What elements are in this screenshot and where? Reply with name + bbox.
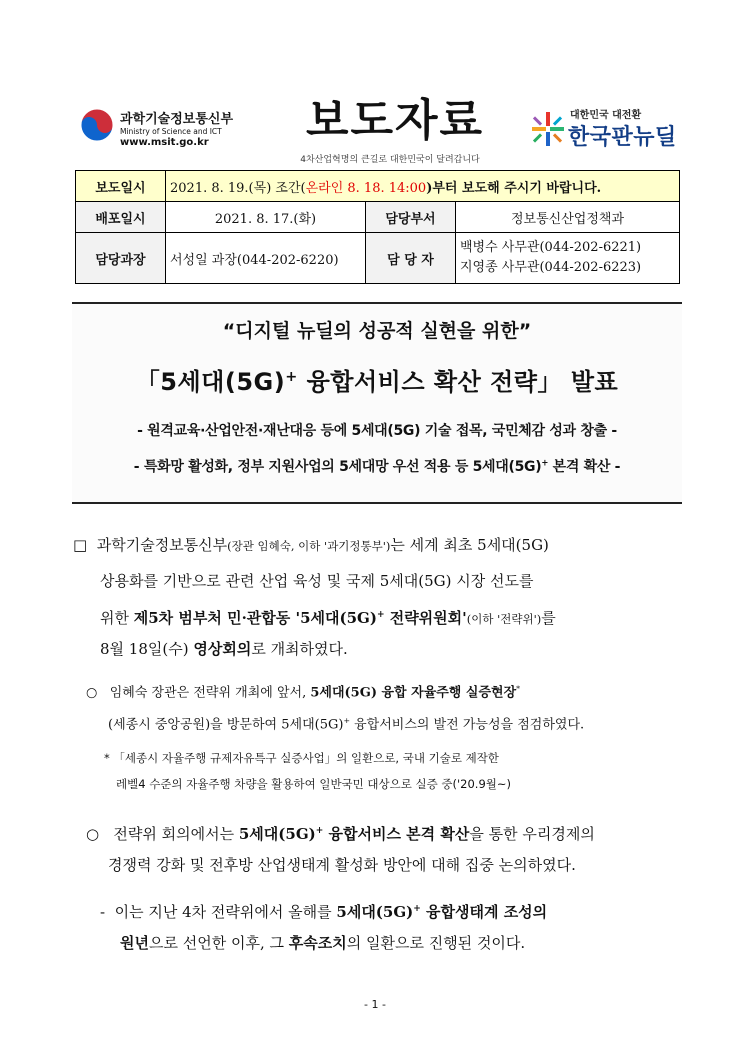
square-bullet: □ (73, 536, 88, 554)
p1-l3-sup: + (376, 610, 385, 620)
release-text: 2021. 8. 19.(목) 조간( (170, 180, 306, 196)
dept-label: 담당부서 (366, 202, 456, 233)
p1-l3-a: 위한 (100, 609, 134, 627)
table-row (76, 233, 680, 284)
p4-l1-c: 융합생태계 조성의 (420, 903, 548, 921)
distribution-value: 2021. 8. 17.(화) (166, 202, 366, 233)
paragraph-3-line-1 (86, 816, 595, 849)
table-row (76, 171, 680, 202)
p1-l3-d: (이하 '전략위') (466, 612, 542, 626)
paragraph-4-line-1 (100, 894, 547, 927)
taegeuk-emblem-icon (80, 108, 114, 142)
circle-bullet: ○ (86, 685, 98, 701)
p1-l3-b: 제5차 범부처 민·관합동 '5세대(5G) (133, 609, 377, 627)
staff-contact-1: 백병수 사무관(044-202-6221) (460, 240, 642, 255)
dash-bullet: - (100, 903, 106, 921)
headline-sub-2-a: - 특화망 활성화, 정부 지원사업의 5세대망 우선 적용 등 5세대(5G) (133, 459, 542, 475)
p4-l2-d: 의 일환으로 진행된 것이다. (346, 934, 526, 952)
paragraph-4-line-2 (120, 928, 525, 958)
p3-l1-d: 을 통한 우리경제의 (469, 825, 595, 843)
footnote-asterisk: * (104, 751, 110, 765)
p1-text: 과학기술정보통신부 (96, 536, 228, 554)
headline-sub-1: - 원격교육·산업안전·재난대응 등에 5세대(5G) 기술 접목, 국민체감 성과 창출 - (137, 423, 617, 439)
paragraph-1-line-4 (100, 634, 348, 664)
staff-value (456, 233, 680, 284)
footnote-line-1 (104, 746, 499, 770)
release-online-time: 온라인 8. 18. 14:00 (305, 180, 427, 196)
p1-l4-c: 로 개최하였다. (251, 640, 348, 658)
paragraph-2-line-1 (86, 676, 520, 706)
paragraph-2-line-2 (108, 708, 584, 738)
headline-main-b: 융합서비스 확산 전략」 발표 (297, 368, 619, 396)
p4-l1-a: 이는 지난 4차 전략위에서 올해를 (114, 903, 337, 921)
p3-l1-a: 전략위 회의에서는 (113, 825, 239, 843)
dept-value: 정보통신산업정책과 (456, 202, 680, 233)
newdeal-logo (530, 104, 695, 150)
p4-l1-sup: + (413, 904, 421, 914)
p4-l2-b: 으로 선언한 이후, 그 (148, 934, 289, 952)
p1-l4-a: 8월 18일(수) (100, 640, 194, 658)
page-number: - 1 - (364, 998, 386, 1011)
p4-l2-a: 원년 (120, 934, 149, 952)
p3-l1-b: 5세대(5G) (238, 825, 316, 843)
headline-sub-2-b: 본격 확산 - (548, 459, 621, 475)
headline-main (72, 362, 682, 397)
p2-l1-sup: * (516, 684, 521, 693)
footnote-line-2: 레벨4 수준의 자율주행 차량을 활용하여 일반국민 대상으로 실증 중('20.9월~) (116, 777, 511, 791)
staff-contact-2: 지영종 사무관(044-202-6223) (460, 260, 642, 275)
release-value (166, 171, 680, 202)
p4-l2-c: 후속조치 (288, 934, 347, 952)
p1-note: (장관 임혜숙, 이하 '과기정통부') (227, 539, 391, 553)
release-text-end: )부터 보도해 주시기 바랍니다. (426, 180, 602, 196)
circle-bullet: ○ (86, 825, 100, 843)
slogan: 4차산업혁명의 큰길로 대한민국이 달려갑니다 (300, 155, 480, 165)
p1-l4-b: 영상회의 (193, 640, 252, 658)
headline-box (72, 302, 682, 504)
paragraph-3-line-2: 경쟁력 강화 및 전후방 산업생태계 활성화 방안에 대해 집중 논의하였다. (108, 856, 576, 874)
p2-l2-b: 융합서비스의 발전 가능성을 점검하였다. (349, 717, 585, 733)
page-title: 보도자료 (305, 95, 484, 146)
ministry-english-name: Ministry of Science and ICT (120, 127, 222, 136)
release-info-table (75, 170, 680, 284)
paragraph-1-line-2: 상용화를 기반으로 관련 산업 육성 및 국제 5세대(5G) 시장 선도를 (100, 572, 534, 590)
staff-label: 담 당 자 (366, 233, 456, 284)
p3-l1-c: 융합서비스 본격 확산 (323, 825, 470, 843)
headline-sub-2 (72, 456, 682, 476)
footnote-text-1: 「세종시 자율주행 규제자유특구 실증사업」의 일환으로, 국내 기술로 제작한 (113, 751, 499, 765)
p3-l1-sup: + (315, 826, 324, 836)
manager-label: 담당과장 (76, 233, 166, 284)
p2-l1-a: 임혜숙 장관은 전략위 개최에 앞서, (109, 685, 311, 701)
release-label: 보도일시 (76, 171, 166, 202)
p2-l2-sup: + (343, 716, 350, 725)
p1-text-b: 는 세계 최초 5세대(5G) (390, 536, 549, 554)
newdeal-name: 한국판뉴딜 (568, 125, 677, 150)
ministry-logo (80, 106, 280, 152)
p1-l3-e: 를 (541, 609, 556, 627)
manager-value: 서성일 과장(044-202-6220) (166, 233, 366, 284)
ministry-website: www.msit.go.kr (120, 137, 209, 148)
distribution-label: 배포일시 (76, 202, 166, 233)
headline-sub-2-sup: + (541, 457, 549, 468)
ministry-name: 과학기술정보통신부 (120, 112, 234, 127)
headline-quote: “디지털 뉴딜의 성공적 실현을 위한” (222, 320, 532, 342)
paragraph-1-line-1 (73, 530, 549, 561)
headline-main-sup: + (285, 369, 298, 385)
p4-l1-b: 5세대(5G) (336, 903, 414, 921)
p1-l3-c: 전략위원회' (384, 609, 467, 627)
headline-main-a: 「5세대(5G) (135, 368, 286, 396)
paragraph-1-line-3 (100, 600, 556, 634)
p2-l2-a: (세종시 중앙공원)을 방문하여 5세대(5G) (108, 717, 344, 733)
p2-l1-b: 5세대(5G) 융합 자율주행 실증현장 (310, 685, 517, 701)
newdeal-mark-icon (530, 110, 570, 148)
table-row (76, 202, 680, 233)
newdeal-tagline: 대한민국 대전환 (570, 110, 642, 121)
